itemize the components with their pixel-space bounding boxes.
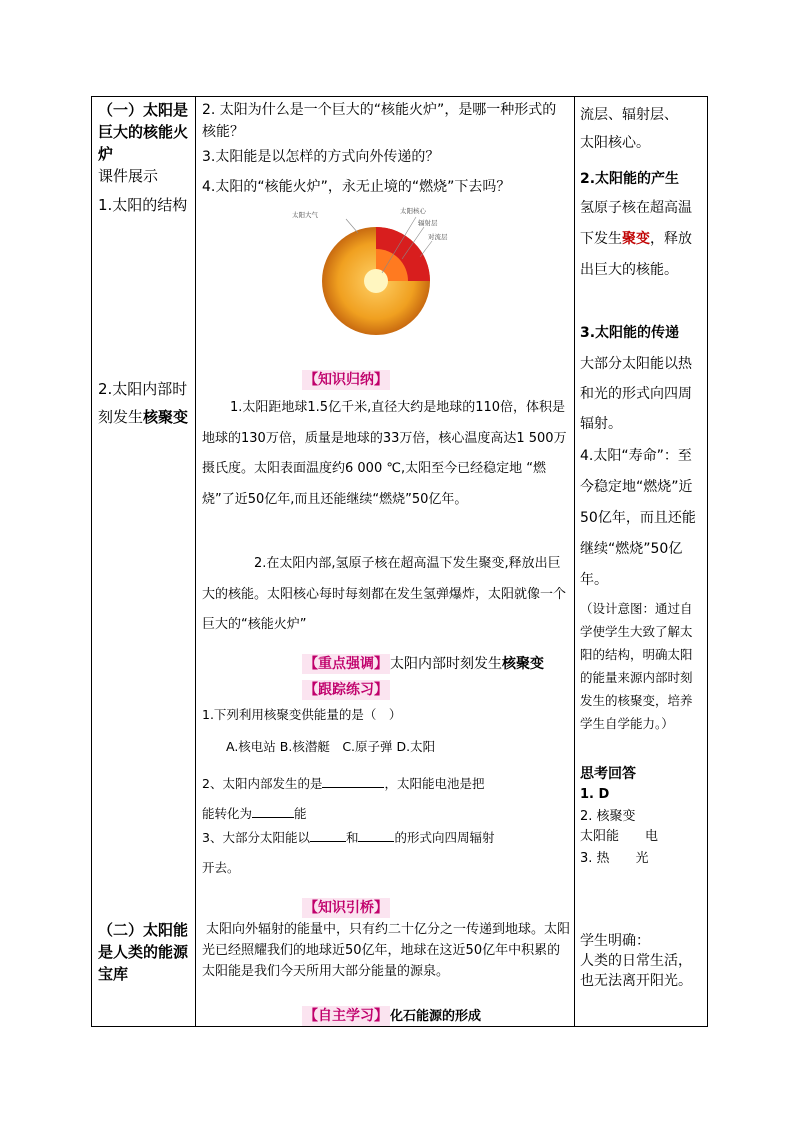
design-intent: （设计意图：通过自学使学生大致了解太阳的结构，明确太阳的能量来源内部时刻发生的核聚变，培养学生自学能力。） [580, 601, 693, 731]
col-content [196, 97, 575, 1027]
notes-para-4: 4.太阳“寿命”：至今稳定地“燃烧”近50亿年，而且还能继续“燃烧”50亿年。 [580, 448, 696, 588]
question-3: 3.太阳能是以怎样的方式向外传递的？ [202, 149, 440, 165]
item2-bold: 核聚变 [143, 408, 189, 426]
question-2: 2. 太阳为什么是一个巨大的“核能火炉”，是哪一种形式的核能？ [202, 102, 557, 140]
notes-para-2 [580, 193, 704, 286]
bridge-tag [302, 897, 390, 918]
courseware-label: 课件展示 [98, 167, 159, 185]
answer-3: 3. 热 光 [580, 851, 649, 866]
label-atmosphere: 太阳大气 [292, 211, 318, 219]
notes-line-1: 流层、辐射层、 [580, 107, 678, 123]
section1-title: （一）太阳是巨大的核能火炉 [98, 101, 189, 163]
notes-line-2: 太阳核心。 [580, 135, 650, 151]
student-note [580, 931, 704, 991]
ex2-part-a: 2、太阳内部发生的是 [202, 776, 323, 791]
practice-tag [302, 679, 390, 700]
student-label: 学生明确： [580, 933, 650, 949]
label-convection: 对流层 [428, 233, 448, 241]
question-4: 4.太阳的“核能火炉”，永无止境的“燃烧”下去吗？ [202, 179, 511, 195]
exercise-2 [202, 769, 570, 829]
ex3-blank-1[interactable] [310, 827, 346, 842]
bridge-tag-label: 【知识引桥】 [304, 900, 388, 916]
think-title: 思考回答 [580, 766, 636, 782]
ex2-blank-1[interactable] [322, 773, 384, 788]
notes-para-3: 大部分太阳能以热和光的形式向四周辐射。 [580, 356, 692, 432]
ex2-part-b: ，太阳能电池是把 [384, 776, 485, 791]
item2-text [98, 375, 190, 431]
notes-p2-red: 聚变 [622, 231, 650, 247]
label-core: 太阳核心 [400, 207, 426, 215]
item1-text: 1.太阳的结构 [98, 196, 188, 214]
answer-2b: 太阳能 电 [580, 829, 659, 844]
col-notes [575, 97, 708, 1027]
emphasis-row [302, 653, 544, 675]
exercise-1-options: A.核电站 B.核潜艇 C.原子弹 D.太阳 [226, 739, 436, 754]
answer-2: 2. 核聚变 [580, 809, 636, 824]
notes-heading-3: 3.太阳能的传递 [580, 325, 680, 341]
knowledge-para-2: 2.在太阳内部,氢原子核在超高温下发生聚变,释放出巨大的核能。太阳核心每时每刻都在发生氢弹爆炸，太阳就像一个巨大的“核能火炉” [202, 556, 567, 632]
selfstudy-tag-label: 【自主学习】 [304, 1008, 388, 1024]
exercise-1: 1.下列利用核聚变供能量的是（ ） [202, 707, 402, 722]
ex3-part-d: 开去。 [202, 860, 240, 875]
answer-1: 1. D [580, 787, 610, 802]
section2-title: （二）太阳能是人类的能源宝库 [98, 921, 189, 983]
col-section [92, 97, 196, 1027]
sun-structure-figure [292, 207, 466, 337]
emphasis-tag-label: 【重点强调】 [304, 656, 388, 672]
notes-structure [580, 101, 704, 157]
emphasis-bold: 核聚变 [502, 656, 544, 672]
ex2-part-c: 能转化为 [202, 806, 253, 821]
lesson-table [91, 96, 708, 1027]
notes-p2-c: ，释放出巨大的核能。 [580, 231, 692, 278]
ex3-part-a: 3、大部分太阳能以 [202, 830, 310, 845]
notes-p2-a: 氢原子核在超高温下发生 [580, 200, 692, 247]
item2-prefix: 2.太阳内部时刻发生 [98, 380, 188, 426]
selfstudy-text: 化石能源的形成 [390, 1009, 482, 1024]
knowledge-tag-label: 【知识归纳】 [304, 372, 388, 388]
ex2-blank-2[interactable] [252, 803, 294, 818]
bridge-text: 太阳向外辐射的能量中，只有约二十亿分之一传递到地球。太阳光已经照耀我们的地球近50亿年，地球在这近50亿年中积累的太阳能是我们今天所用大部分能量的源泉。 [202, 922, 571, 979]
emphasis-text: 太阳内部时刻发生 [390, 656, 502, 672]
knowledge-para-1: 1.太阳距地球1.5亿千米,直径大约是地球的110倍，体积是地球的130万倍，质量是地球的33万倍，核心温度高达1 500万摄氏度。太阳表面温度约6 000 ℃,太阳至今已经稳定地 “燃烧”了近50亿年,而且还能继续“燃烧”50亿年。 [202, 400, 567, 507]
notes-heading-2: 2.太阳能的产生 [580, 171, 680, 187]
ex3-part-b: 和 [345, 830, 359, 845]
ex3-blank-2[interactable] [358, 827, 394, 842]
student-text: 人类的日常生活，也无法离开阳光。 [580, 953, 692, 989]
knowledge-tag [302, 369, 390, 390]
ex2-part-d: 能 [294, 806, 307, 821]
selfstudy-row [302, 1005, 481, 1027]
ex3-part-c: 的形式向四周辐射 [394, 830, 495, 845]
label-radiation: 辐射层 [418, 219, 438, 227]
exercise-3 [202, 823, 570, 883]
practice-tag-label: 【跟踪练习】 [304, 682, 388, 698]
